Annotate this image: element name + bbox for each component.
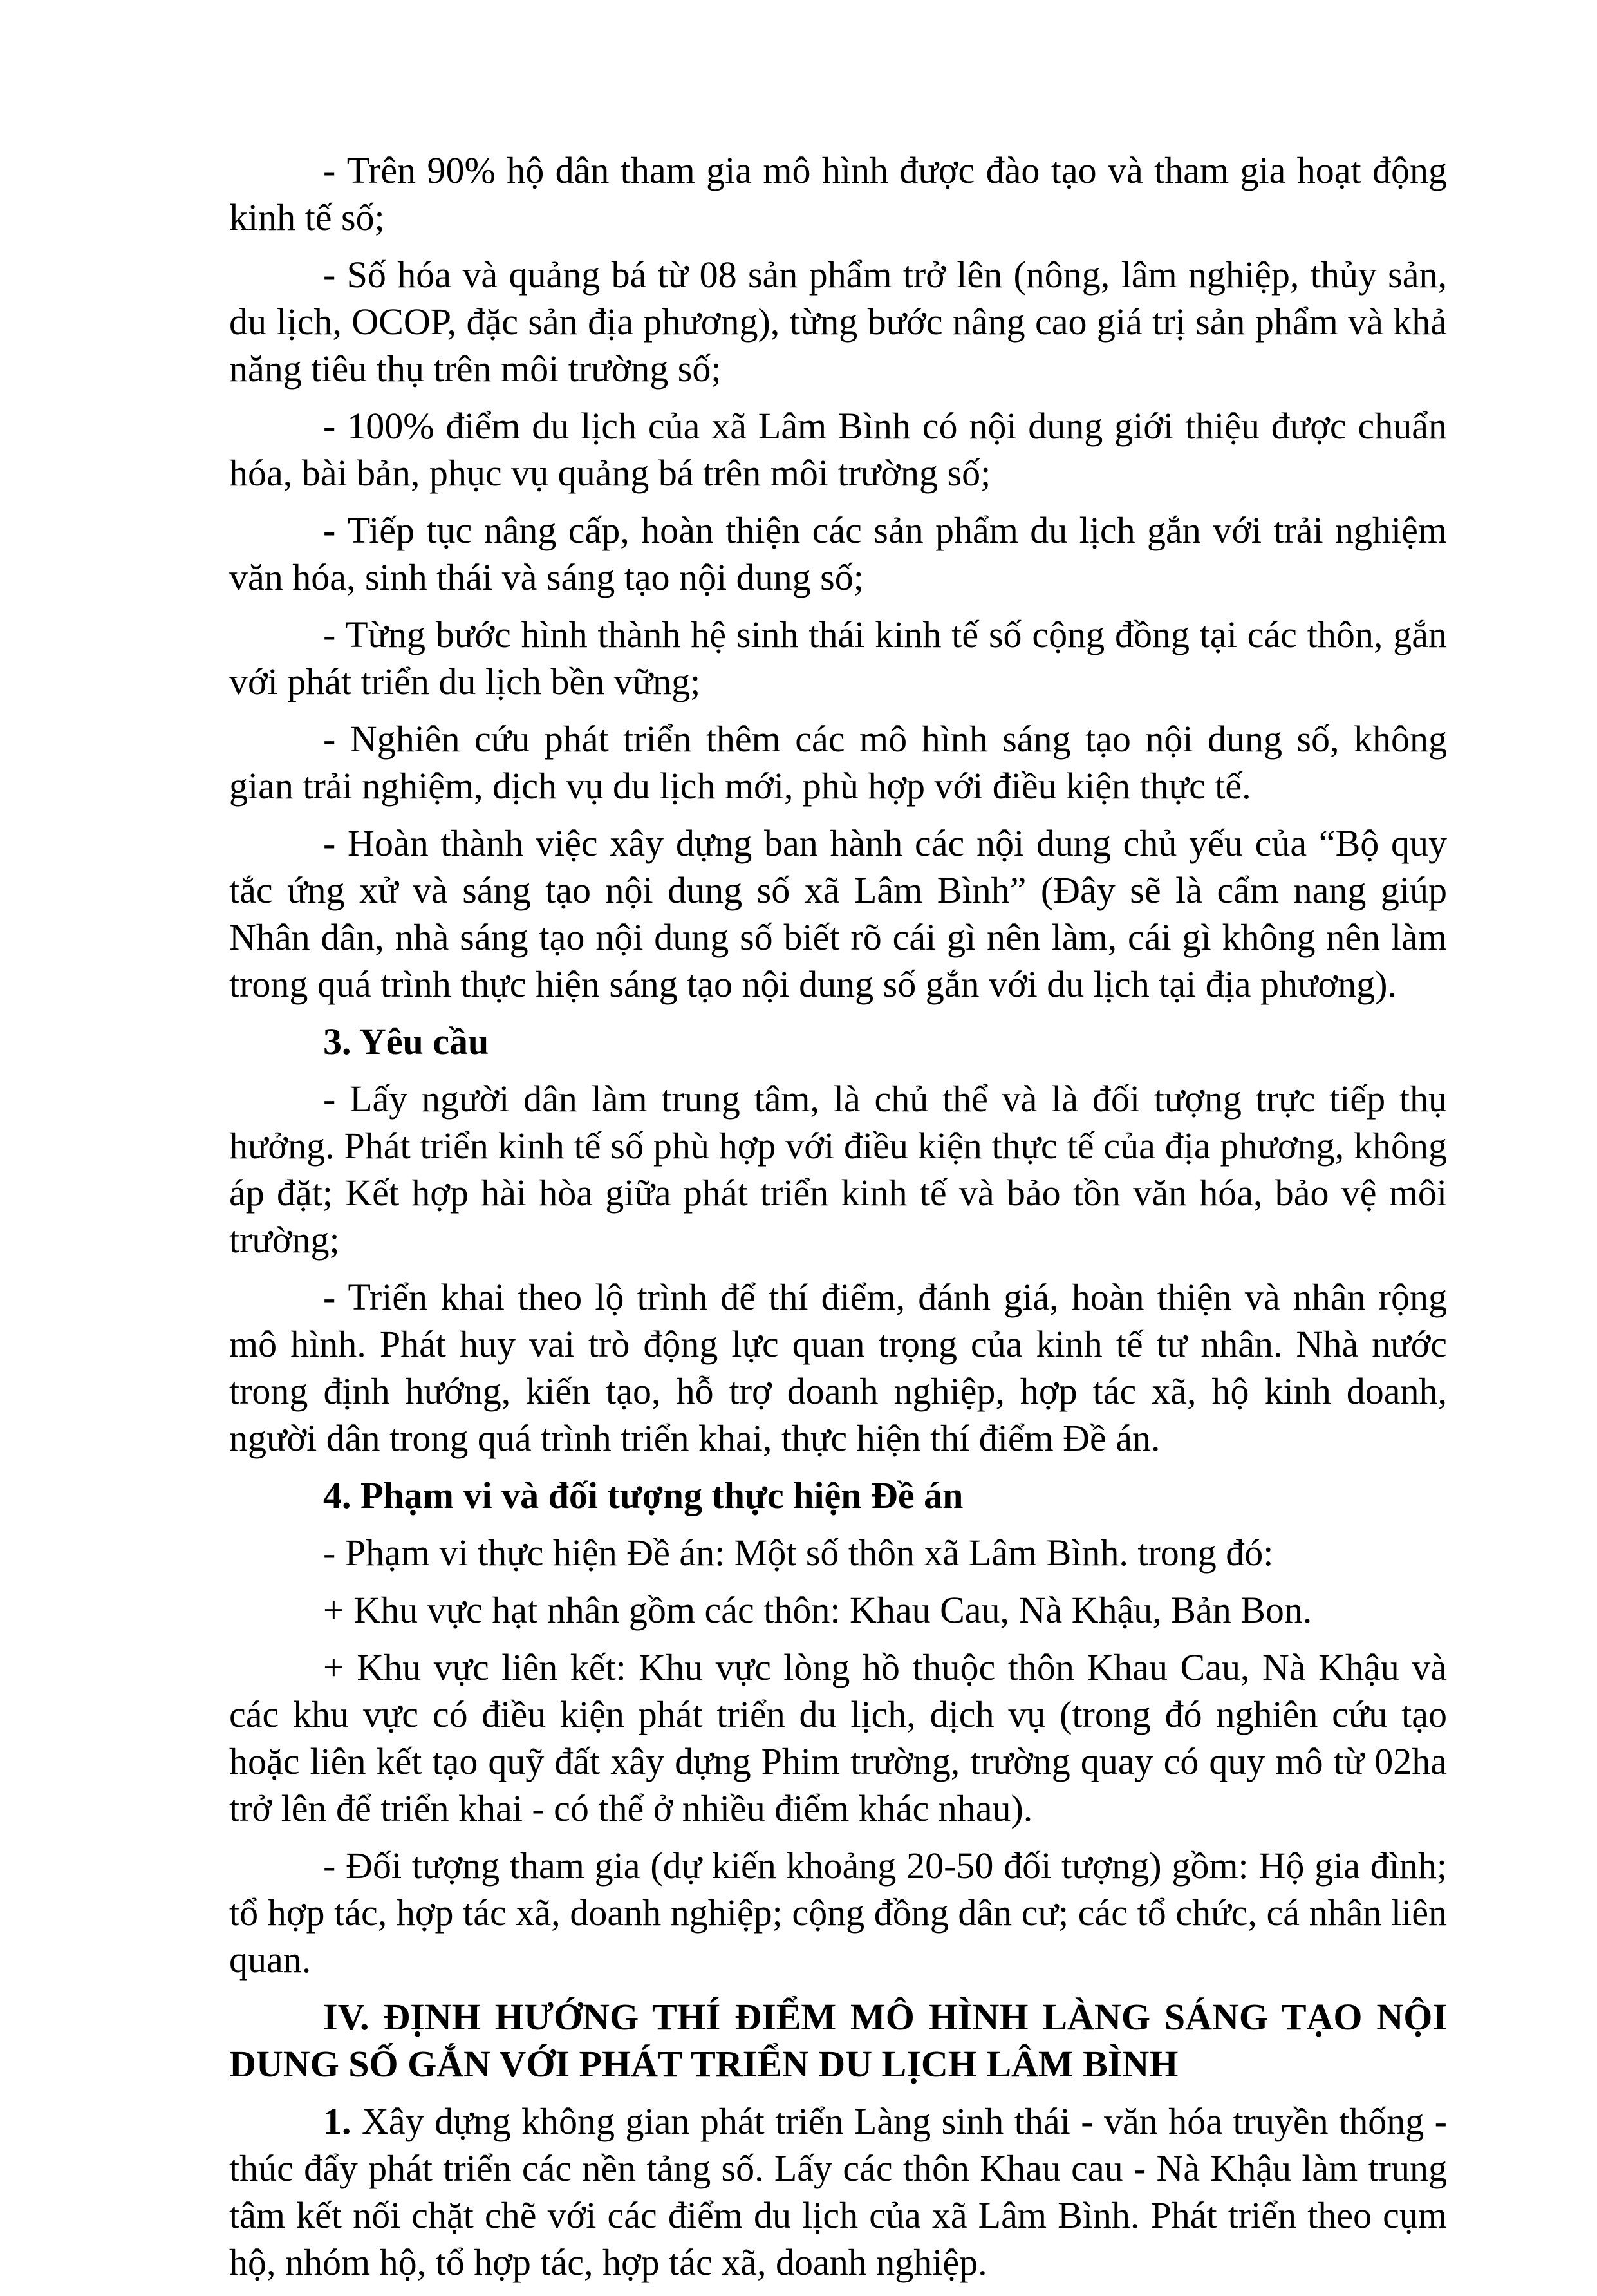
paragraph-text: - Nghiên cứu phát triển thêm các mô hình sáng tạo nội dung số, không gian trải nghiệm, dịch vụ du lịch mới, phù hợp với điều kiện thực tế. [229, 718, 1447, 807]
paragraph-text: Số hóa và quảng bá từ 08 sản phẩm trở lên (nông, lâm nghiệp, thủy sản, du lịch, OCOP, đặc sản địa phương), từng bước nâng cao giá trị sản phẩm và khả năng tiêu thụ trên môi trường số; [229, 254, 1447, 390]
paragraph-target-training [229, 147, 1447, 241]
paragraph-requirement-people-centered: - Lấy người dân làm trung tâm, là chủ thể và là đối tượng trực tiếp thụ hưởng. Phát triển kinh tế số phù hợp với điều kiện thực tế của địa phương, không áp đặt; Kết hợp hài hòa giữa phát triển kinh tế và bảo tồn văn hóa, bảo vệ môi trường; [229, 1078, 1447, 1261]
document-page [229, 147, 1447, 2296]
paragraph-lead: - [323, 254, 347, 296]
heading-requirements: 3. Yêu cầu [323, 1021, 489, 1062]
paragraph-scope-participants: - Đối tượng tham gia (dự kiến khoảng 20-50 đối tượng) gồm: Hộ gia đình; tổ hợp tác, hợp tác xã, doanh nghiệp; cộng đồng dân cư; các tổ chức, cá nhân liên quan. [229, 1845, 1447, 1981]
paragraph-text: - Hoàn thành việc xây dựng ban hành các nội dung chủ yếu của “Bộ quy tắc ứng xử và sáng tạo nội dung số xã Lâm Bình” (Đây sẽ là cẩm nang giúp Nhân dân, nhà sáng tạo nội dung số biết rõ cái gì nên làm, cái gì không nên làm trong quá trình thực hiện sáng tạo nội dung số gắn với du lịch tại địa phương). [229, 822, 1447, 1005]
paragraph-text: 100% điểm du lịch của xã Lâm Bình có nội dung giới thiệu được chuẩn hóa, bài bản, phục vụ quảng bá trên môi trường số; [229, 405, 1447, 494]
section-heading-iv: IV. ĐỊNH HƯỚNG THÍ ĐIỂM MÔ HÌNH LÀNG SÁNG TẠO NỘI DUNG SỐ GẮN VỚI PHÁT TRIỂN DU LỊCH LÂM BÌNH [229, 1996, 1447, 2085]
paragraph-scope-range: - Phạm vi thực hiện Đề án: Một số thôn xã Lâm Bình. trong đó: [323, 1532, 1274, 1574]
paragraph-target-ecosystem [229, 611, 1447, 705]
paragraph-scope-core-area: + Khu vực hạt nhân gồm các thôn: Khau Cau, Nà Khậu, Bản Bon. [323, 1589, 1312, 1631]
paragraph-target-upgrade-products [229, 507, 1447, 601]
paragraph-text: - Từng bước hình thành hệ sinh thái kinh tế số cộng đồng tại các thôn, gắn với phát triển du lịch bền vững; [229, 614, 1447, 702]
paragraph-requirement-roadmap: - Triển khai theo lộ trình để thí điểm, đánh giá, hoàn thiện và nhân rộng mô hình. Phát huy vai trò động lực quan trọng của kinh tế tư nhân. Nhà nước trong định hướng, kiến tạo, hỗ trợ doanh nghiệp, hợp tác xã, hộ kinh doanh, người dân trong quá trình triển khai, thực hiện thí điểm Đề án. [229, 1276, 1447, 1459]
paragraph-scope-linked-area: + Khu vực liên kết: Khu vực lòng hồ thuộc thôn Khau Cau, Nà Khậu và các khu vực có điều kiện phát triển du lịch, dịch vụ (trong đó nghiên cứu tạo hoặc liên kết tạo quỹ đất xây dựng Phim trường, trường quay có quy mô từ 02ha trở lên để triển khai - có thể ở nhiều điểm khác nhau). [229, 1646, 1447, 1829]
paragraph-text: Tiếp tục nâng cấp, hoàn thiện các sản phẩm du lịch gắn với trải nghiệm văn hóa, sinh thái và sáng tạo nội dung số; [229, 509, 1447, 598]
paragraph-target-research [229, 715, 1447, 809]
paragraph-target-digitization [229, 251, 1447, 392]
paragraph-lead: - [323, 149, 347, 191]
paragraph-text: Trên 90% hộ dân tham gia mô hình được đào tạo và tham gia hoạt động kinh tế số; [229, 149, 1447, 238]
paragraph-target-code-of-conduct [229, 820, 1447, 1008]
paragraph-target-tourism-points [229, 402, 1447, 496]
heading-scope: 4. Phạm vi và đối tượng thực hiện Đề án [323, 1474, 964, 1516]
paragraph-lead: - [323, 405, 348, 447]
paragraph-orientation-1 [229, 2098, 1447, 2286]
paragraph-lead: - [323, 509, 348, 551]
paragraph-lead: 1. [323, 2100, 351, 2142]
paragraph-text: Xây dựng không gian phát triển Làng sinh thái - văn hóa truyền thống - thúc đẩy phát triển các nền tảng số. Lấy các thôn Khau cau - Nà Khậu làm trung tâm kết nối chặt chẽ với các điểm du lịch của xã Lâm Bình. Phát triển theo cụm hộ, nhóm hộ, tổ hợp tác, hợp tác xã, doanh nghiệp. [229, 2100, 1447, 2283]
